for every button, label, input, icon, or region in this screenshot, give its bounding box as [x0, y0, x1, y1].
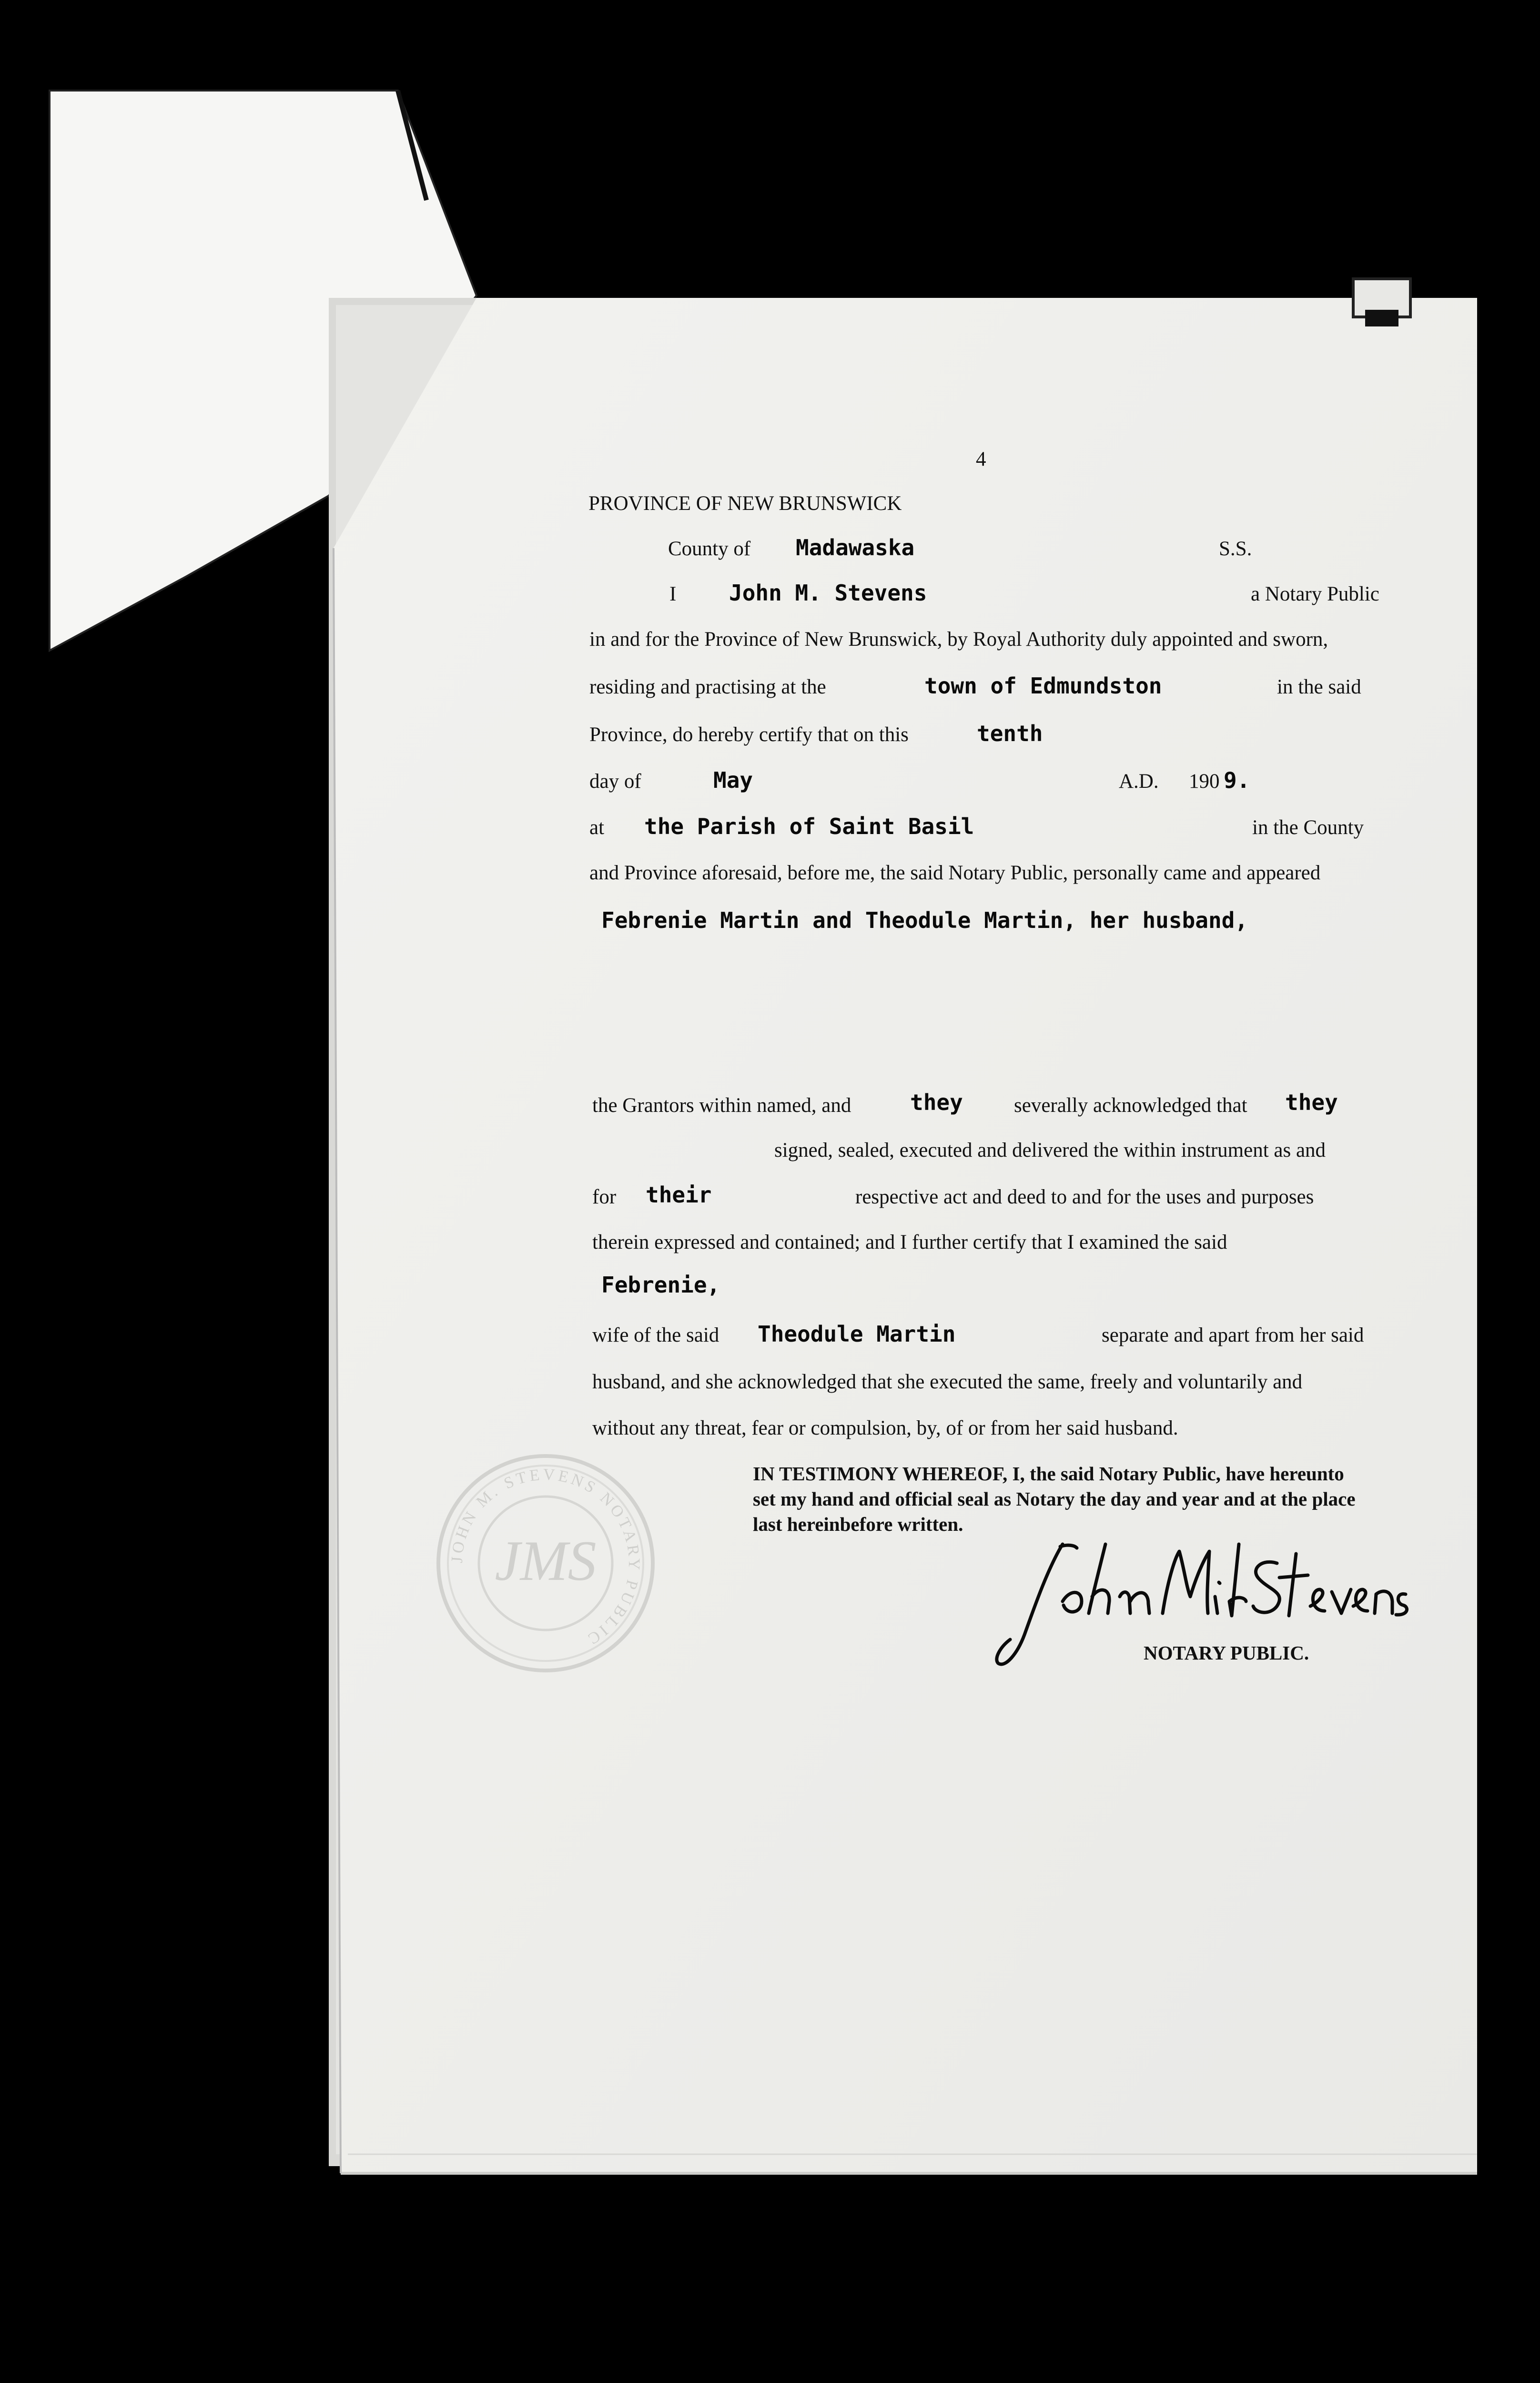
appeared-value: Febrenie Martin and Theodule Martin, her husband, — [601, 907, 1248, 933]
page-number: 4 — [976, 448, 986, 470]
husband-name-value: Theodule Martin — [758, 1321, 956, 1347]
day-value: tenth — [977, 721, 1043, 746]
respective-line: respective act and deed to and for the uses and purposes — [855, 1186, 1314, 1208]
notary-embossed-seal — [431, 1449, 660, 1678]
i-label: I — [669, 583, 677, 605]
place-value: the Parish of Saint Basil — [644, 814, 974, 839]
province-aforesaid-line: and Province aforesaid, before me, the said Notary Public, personally came and appeared — [589, 862, 1321, 884]
residing-label: residing and practising at the — [589, 676, 826, 698]
husband-line: husband, and she acknowledged that she executed the same, freely and voluntarily and — [592, 1371, 1303, 1393]
year-prefix: 190 — [1189, 770, 1220, 793]
in-the-county-label: in the County — [1252, 816, 1364, 839]
residence-value: town of Edmundston — [924, 673, 1162, 699]
without-line: without any threat, fear or compulsion, by, of or from her said husband. — [592, 1417, 1178, 1439]
county-value: Madawaska — [796, 535, 915, 560]
wife-name-value: Febrenie, — [601, 1272, 720, 1298]
seal-monogram: JMS — [495, 1529, 597, 1592]
wife-of-label: wife of the said — [592, 1324, 719, 1346]
month-value: May — [713, 767, 753, 793]
notary-public-caption: NOTARY PUBLIC. — [1144, 1642, 1309, 1664]
in-the-said-label: in the said — [1277, 676, 1361, 698]
testimony-line-1: IN TESTIMONY WHEREOF, I, the said Notary Public, have hereunto — [753, 1463, 1344, 1485]
notary-name: John M. Stevens — [729, 580, 927, 606]
they-value-2: they — [1285, 1090, 1338, 1115]
county-label: County of — [668, 538, 751, 560]
therein-line: therein expressed and contained; and I further certify that I examined the said — [592, 1231, 1227, 1253]
their-value: their — [646, 1182, 712, 1208]
day-of-label: day of — [589, 770, 641, 793]
ad-label: A.D. — [1119, 770, 1159, 793]
for-label: for — [592, 1186, 617, 1208]
signed-line: signed, sealed, executed and delivered the within instrument as and — [774, 1139, 1326, 1161]
authority-line: in and for the Province of New Brunswick, by Royal Authority duly appointed and sworn, — [589, 628, 1328, 651]
seal-ring-text: JOHN M. STEVENS NOTARY PUBLIC — [448, 1466, 643, 1649]
province-heading: PROVINCE OF NEW BRUNSWICK — [588, 492, 902, 515]
notary-public-label: a Notary Public — [1251, 583, 1379, 605]
severally-label: severally acknowledged that — [1014, 1094, 1247, 1117]
year-digit: 9. — [1224, 767, 1250, 793]
ss-label: S.S. — [1219, 538, 1252, 560]
testimony-line-2: set my hand and official seal as Notary the day and year and at the place — [753, 1488, 1356, 1510]
province-certify-label: Province, do hereby certify that on this — [589, 723, 909, 746]
grantors-label: the Grantors within named, and — [592, 1094, 851, 1117]
at-label: at — [589, 816, 605, 839]
they-value-1: they — [910, 1090, 963, 1115]
separate-label: separate and apart from her said — [1102, 1324, 1364, 1346]
testimony-line-3: last hereinbefore written. — [753, 1513, 963, 1535]
